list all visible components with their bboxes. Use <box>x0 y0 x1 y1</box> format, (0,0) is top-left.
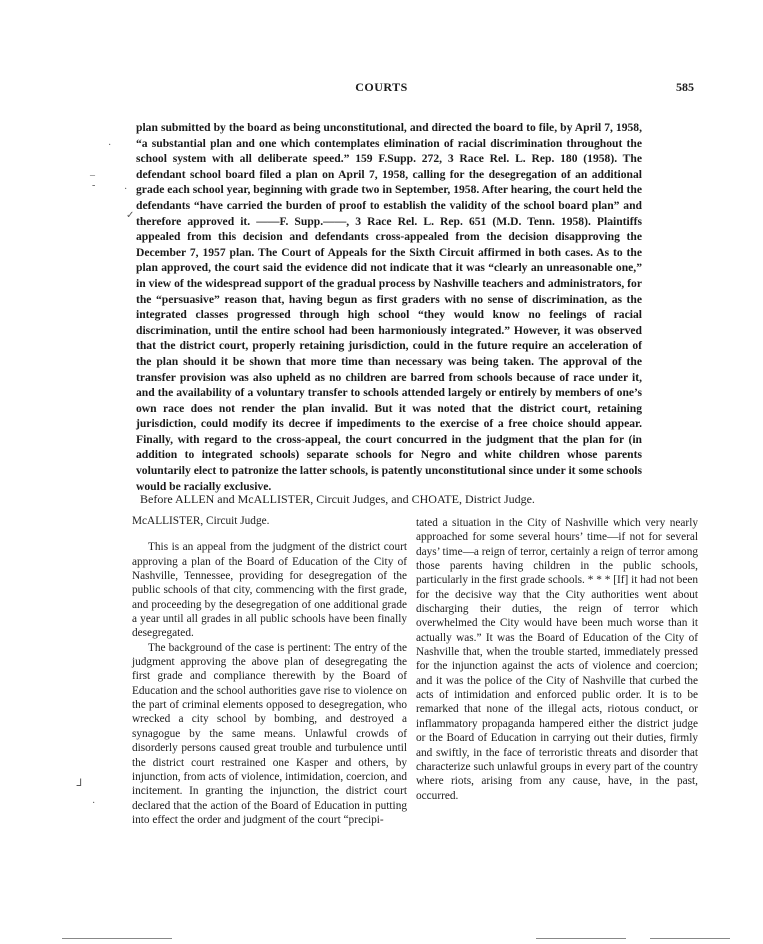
bottom-rule <box>650 938 730 939</box>
running-header-title: COURTS <box>355 80 408 94</box>
scan-mark: – <box>90 170 95 181</box>
bottom-rule <box>62 938 172 939</box>
scan-mark: ✓ <box>126 210 135 221</box>
bottom-rule <box>536 938 626 939</box>
scan-mark: ᒧ <box>76 778 83 789</box>
scan-mark: - <box>92 180 96 191</box>
opinion-paragraph: tated a situation in the City of Nashville which very nearly approached for some several hours’ time—if not for several days’ time—a reign of terror, certainly a reign of terror among those parents having children in the public schools, particularly in the first grade schools. * * * [If] it had not been for the decisive way that the City authorities went about discharging their duties, the reign of terror which overwhelmed the City would have been much worse than it actually was.” It was the Board of Education of the City of Nashville that, when the trouble started, immediately pressed for the injunction against the acts of violence and coercion; and it was the police of the City of Nashville that curbed the acts of intimidation and enforced public order. It is to be remarked that none of the illegal acts, riotous conduct, or inflammatory propaganda hampered either the district judge or the Board of Education in carrying out their duties, firmly and swiftly, in the face of terroristic threats and disorder that characterize such unlawful groups in every part of the country where riots, arising from any cause, have, in the past, occurred. <box>416 517 698 802</box>
opinion-paragraph: This is an appeal from the judgment of the district court approving a plan of the Board of Education of the City of Nashville, Tennessee, providing for desegregation of the public schools of that city, commencing with the first grade, and proceeding by the desegregation of one additional grade a year until all grades in all public schools have been finally desegregated. <box>132 541 407 640</box>
judge-name: McALLISTER, Circuit Judge. <box>132 515 270 527</box>
opinion-right-column <box>416 516 698 803</box>
opinion-left-column <box>132 514 407 827</box>
headnote-paragraph: plan submitted by the board as being unconstitutional, and directed the board to file, by April 7, 1958, “a substantial plan and one which contemplates elimination of racial discrimination throughout the school system with all deliberate speed.” 159 F.Supp. 272, 3 Race Rel. L. Rep. 180 (1958). The defendant school board filed a plan on April 7, 1958, calling for the desegregation of an additional grade each school year, beginning with grade two in September, 1958. After hearing, the court held the defendants “have carried the burden of proof to establish the validity of the school board plan” and therefore approved it. ——F. Supp.——, 3 Race Rel. L. Rep. 651 (M.D. Tenn. 1958). Plaintiffs appealed from this decision and defendants cross-appealed from the decision disapproving the December 7, 1957 plan. The Court of Appeals for the Sixth Circuit affirmed in both cases. As to the plan approved, the court said the evidence did not indicate that it was “clearly an unreasonable one,” in view of the widespread support of the gradual process by Nashville teachers and administrators, for the “persuasive” reason that, having begun as first graders with no sense of discrimination, as the integrated classes progressed through high school “they would know no feelings of racial discrimination, until the entire school had been harmoniously integrated.” However, it was observed that the district court, properly retaining jurisdiction, could in the future require an acceleration of the plan should it be shown that more time than necessary was being taken. The approval of the transfer provision was also upheld as no children are barred from schools because of race under it, and the availability of a voluntary transfer to schools attended largely or entirely by members of one’s own race does not render the plan invalid. But it was noted that the district court, retaining jurisdiction, could modify its decree if impediments to the exercise of a free choice should appear. Finally, with regard to the cross-appeal, the court concurred in the judgment that the plan for (in addition to integrated schools) separate schools for Negro and white children whose parents voluntarily elect to patronize the latter schools, is patently unconstitutional since under it some schools would be racially exclusive. <box>136 121 642 493</box>
scan-mark: · <box>124 184 128 195</box>
before-judges-line: Before ALLEN and McALLISTER, Circuit Judges, and CHOATE, District Judge. <box>140 492 535 506</box>
page-number: 585 <box>676 80 694 94</box>
opinion-paragraph: The background of the case is pertinent: The entry of the judgment approving the above plan of desegregating the first grade and compliance therewith by the Board of Education and the school authorities gave rise to violence on the part of criminal elements opposed to desegregation, who wrecked a city school by bombing, and destroyed a synagogue by the same means. Unlawful crowds of disorderly persons caused great trouble and turbulence until the district court restrained one Kasper and others, by injunction, from acts of violence, intimidation, coercion, and incitement. In granting the injunction, the district court declared that the action of the Board of Education in putting into effect the order and judgment of the court “precipi- <box>132 641 407 826</box>
scan-mark: · <box>108 140 112 151</box>
scan-mark: · <box>92 798 96 809</box>
